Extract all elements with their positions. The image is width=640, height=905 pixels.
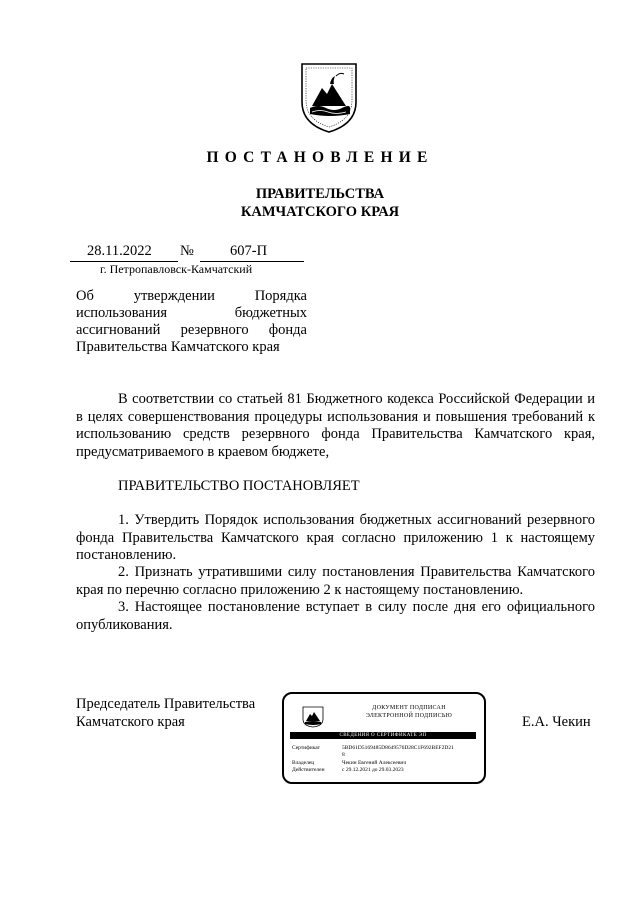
signer-name: Е.А. Чекин <box>522 714 591 730</box>
stamp-emblem-icon <box>302 706 324 728</box>
signer-position-line-1: Председатель Правительства <box>76 696 256 712</box>
resolves-heading: ПРАВИТЕЛЬСТВО ПОСТАНОВЛЯЕТ <box>118 478 360 494</box>
subject-line-3: ассигнований резервного фонда <box>76 322 307 338</box>
document-date: 28.11.2022 <box>87 243 152 259</box>
electronic-signature-stamp <box>282 692 486 784</box>
stamp-title-line-1: ДОКУМЕНТ ПОДПИСАН <box>372 705 446 711</box>
number-sign: № <box>180 243 194 259</box>
subject-line-2: использования бюджетных <box>76 305 307 321</box>
stamp-certificate-bar: СВЕДЕНИЯ О СЕРТИФИКАТЕ ЭП <box>290 732 476 739</box>
issuer-line-1: ПРАВИТЕЛЬСТВА <box>255 186 385 202</box>
item-1-paragraph: 1. Утвердить Порядок использования бюджетных ассигнований резервного фонда Правительства Камчатского края согласно приложению 1 к настоящему постановлению. <box>76 512 595 563</box>
stamp-cert-value-1: 5BD61D5169485D8649576D28C1F692BEF2D21 <box>342 745 454 751</box>
stamp-title <box>354 704 464 720</box>
subject-line-1: Об утверждении Порядка <box>76 288 307 304</box>
stamp-owner-label: Владелец <box>292 760 315 766</box>
item-2-paragraph: 2. Признать утратившими силу постановления Правительства Камчатского края по перечню согласно приложению 2 к настоящему постановлению. <box>76 564 595 598</box>
coat-of-arms-emblem <box>300 62 358 134</box>
stamp-owner-value: Чекин Евгений Алексеевич <box>342 760 407 766</box>
stamp-cert-label: Сертификат <box>292 745 320 751</box>
document-number: 607-П <box>230 243 268 259</box>
subject-line-4: Правительства Камчатского края <box>76 339 280 355</box>
stamp-title-line-2: ЭЛЕКТРОННОЙ ПОДПИСЬЮ <box>365 713 453 719</box>
document-type-title: ПОСТАНОВЛЕНИЕ <box>206 149 434 166</box>
item-3-paragraph: 3. Настоящее постановление вступает в силу после дня его официального опубликования. <box>76 599 595 633</box>
signer-position-line-2: Камчатского края <box>76 714 185 730</box>
stamp-valid-label: Действителен <box>292 767 325 773</box>
issue-city: г. Петропавловск-Камчатский <box>100 262 253 276</box>
issuer-line-2: КАМЧАТСКОГО КРАЯ <box>240 204 400 220</box>
stamp-valid-value: с 29.12.2021 до 29.03.2023 <box>342 767 404 773</box>
stamp-cert-value-2: 8 <box>342 752 345 758</box>
preamble-paragraph: В соответствии со статьей 81 Бюджетного кодекса Российской Федерации и в целях совершенствования процедуры использования и повышения требований к использованию средств резервного фонда Правительства Камчатского края, предусматриваемого в краевом бюджете, <box>76 391 595 460</box>
